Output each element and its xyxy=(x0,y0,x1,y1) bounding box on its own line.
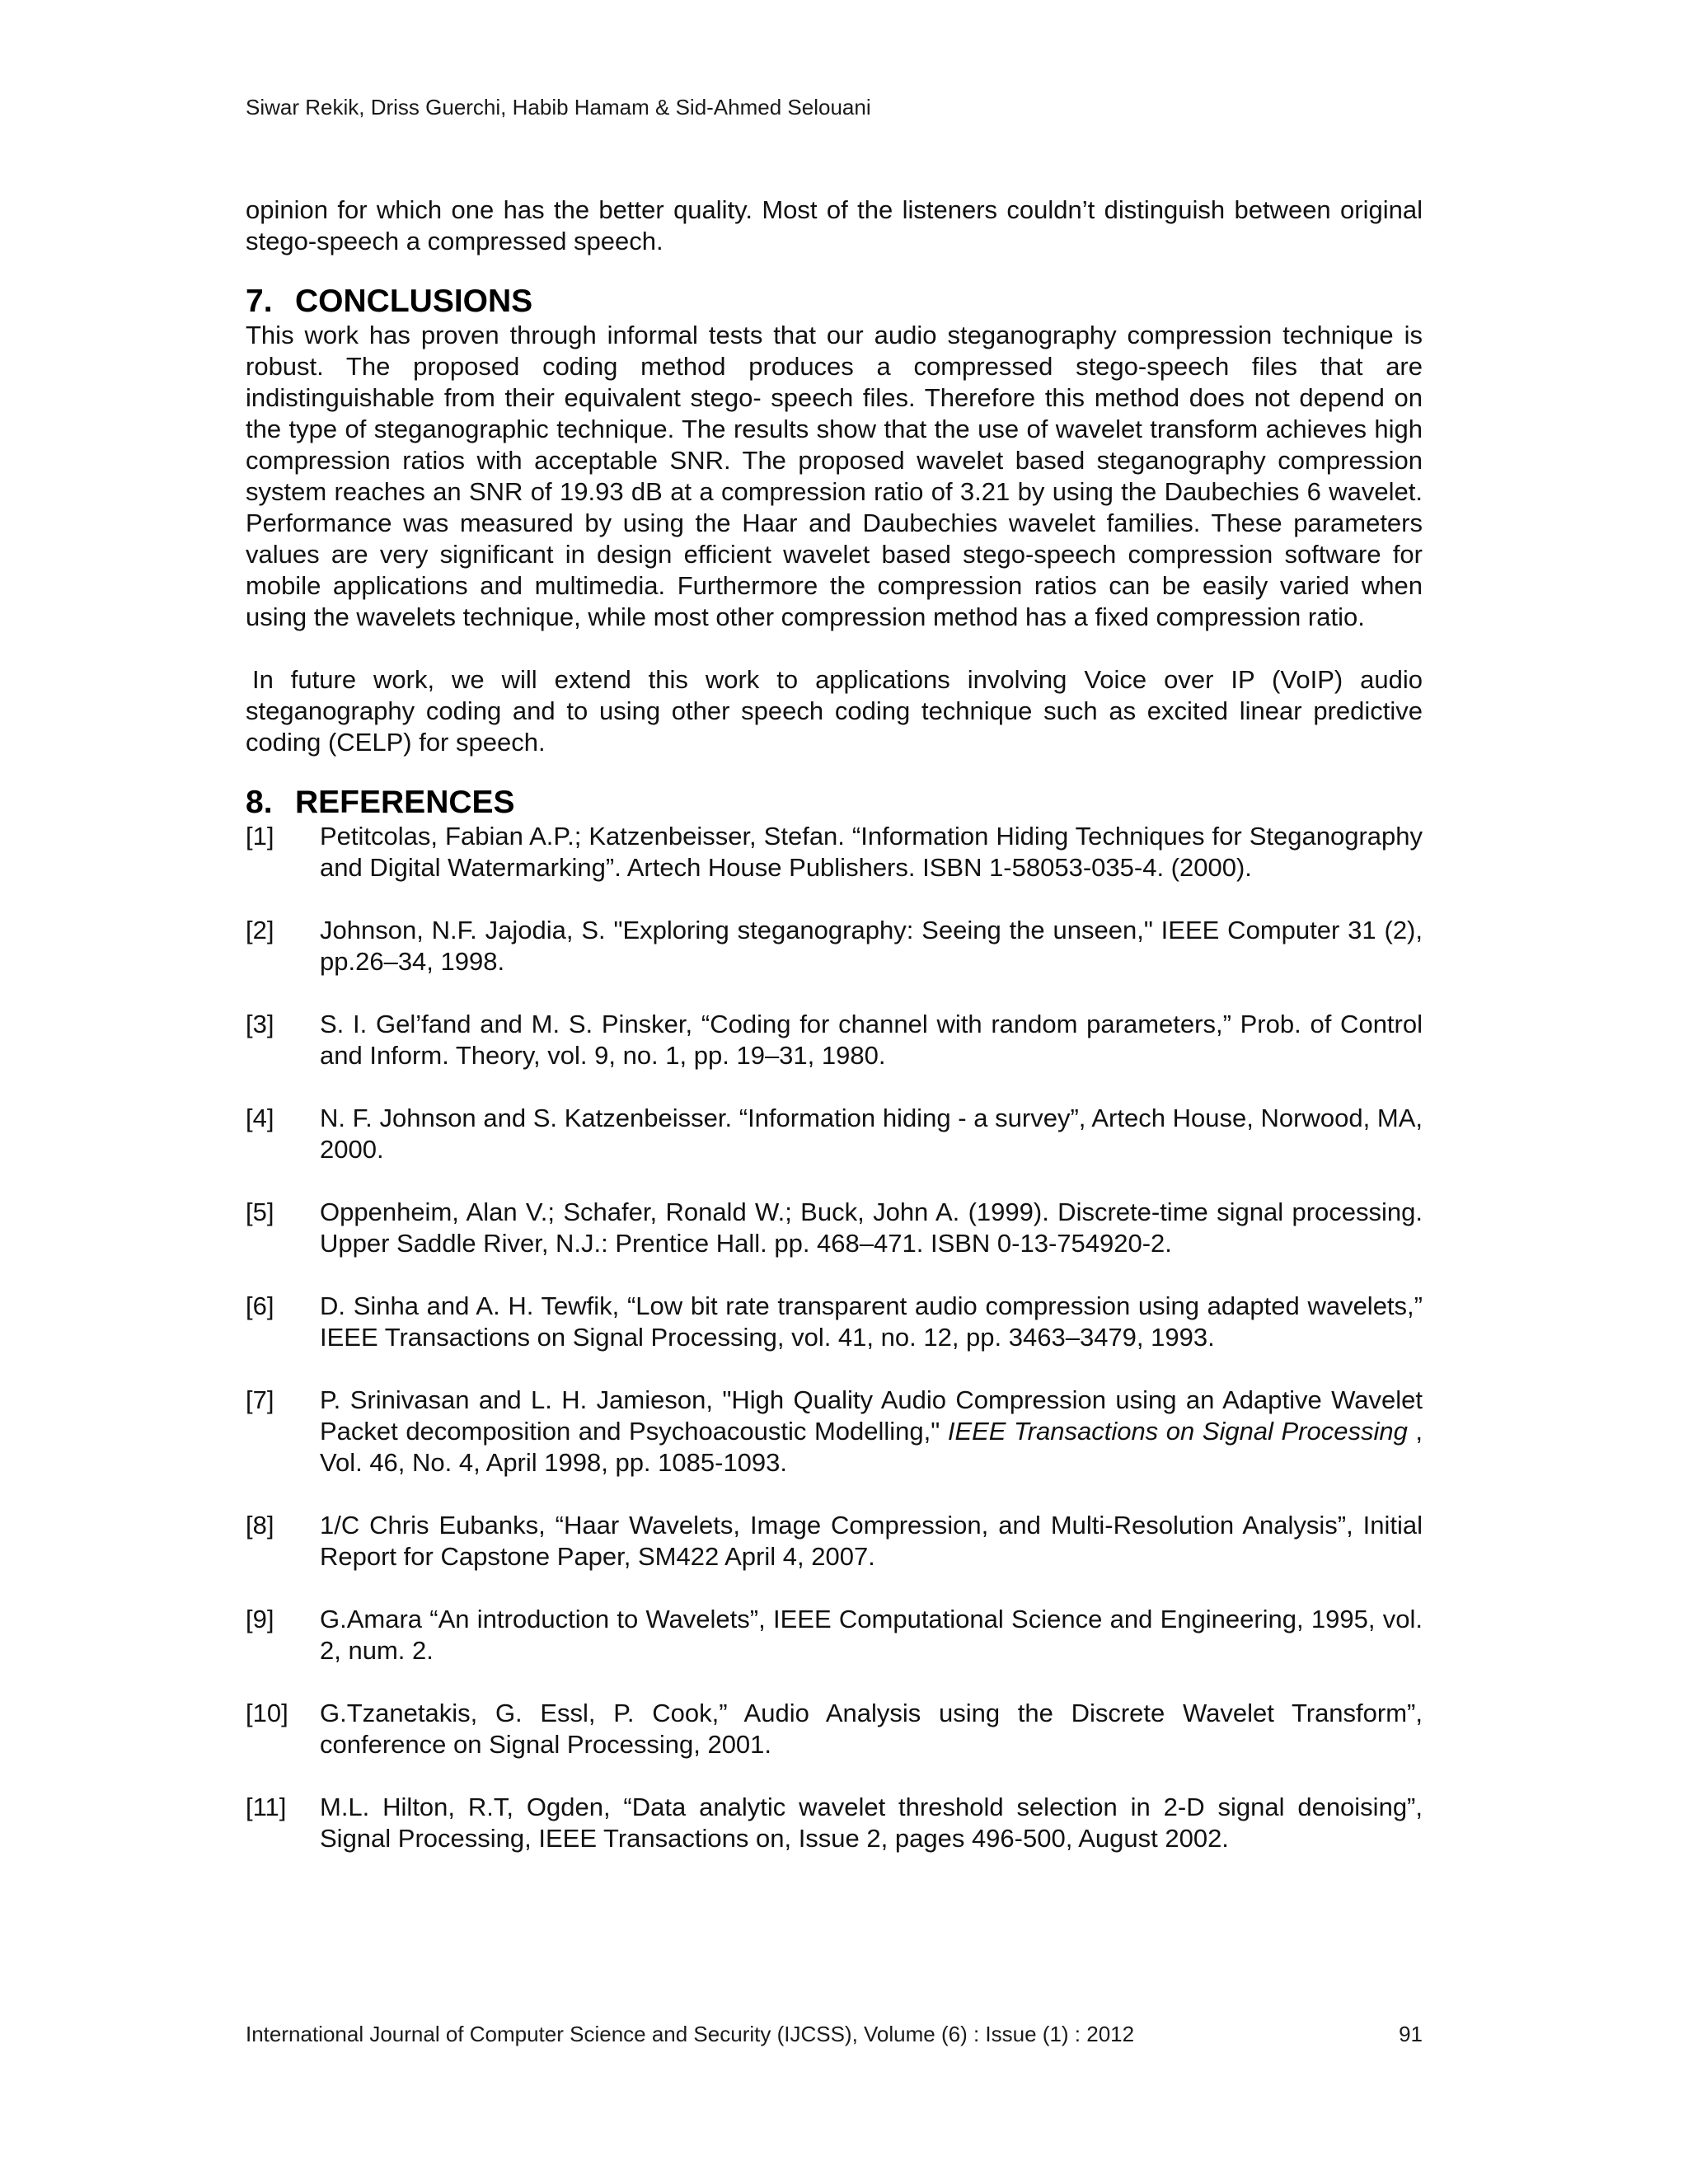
reference-item xyxy=(246,1792,1423,1854)
reference-number: [8] xyxy=(246,1511,274,1540)
reference-text: Oppenheim, Alan V.; Schafer, Ronald W.; Buck, John A. (1999). Discrete-time signal processing. Upper Saddle River, N.J.: Prentice Hall. pp. 468–471. ISBN 0-13-754920-2. xyxy=(320,1197,1423,1258)
reference-number: [6] xyxy=(246,1291,274,1320)
conclusions-paragraph-1: This work has proven through informal tests that our audio steganography compression technique is robust. The proposed coding method produces a compressed stego-speech files that are indistinguishable from their equivalent stego- speech files. Therefore this method does not depend on the type of steganographic technique. The results show that the use of wavelet transform achieves high compression ratios with acceptable SNR. The proposed wavelet based steganography compression system reaches an SNR of 19.93 dB at a compression ratio of 3.21 by using the Daubechies 6 wavelet. Performance was measured by using the Haar and Daubechies wavelet families. These parameters values are very significant in design efficient wavelet based stego-speech compression software for mobile applications and multimedia. Furthermore the compression ratios can be easily varied when using the wavelets technique, while most other compression method has a fixed compression ratio. xyxy=(246,321,1423,631)
reference-text: D. Sinha and A. H. Tewfik, “Low bit rate transparent audio compression using adapted wavelets,” IEEE Transactions on Signal Processing, vol. 41, no. 12, pp. 3463–3479, 1993. xyxy=(320,1291,1423,1352)
reference-text: S. I. Gel’fand and M. S. Pinsker, “Coding for channel with random parameters,” Prob. of Control and Inform. Theory, vol. 9, no. 1, pp. 19–31, 1980. xyxy=(320,1010,1423,1070)
main-content xyxy=(246,194,1423,1854)
reference-number: [2] xyxy=(246,916,274,944)
reference-item xyxy=(246,1197,1423,1259)
reference-number: [11] xyxy=(246,1793,287,1821)
reference-journal-title: IEEE Transactions on Signal Processing xyxy=(947,1417,1408,1446)
reference-item xyxy=(246,1103,1423,1165)
reference-item xyxy=(246,1698,1423,1760)
conclusions-title: CONCLUSIONS xyxy=(295,284,533,319)
reference-item xyxy=(246,1604,1423,1666)
reference-number: [7] xyxy=(246,1385,274,1414)
reference-item xyxy=(246,1510,1423,1572)
reference-text: Petitcolas, Fabian A.P.; Katzenbeisser, Stefan. “Information Hiding Techniques for Steganography and Digital Watermarking”. Artech House Publishers. ISBN 1-58053-035-4. (2000). xyxy=(320,822,1423,882)
running-footer xyxy=(246,2021,1423,2047)
footer-journal-info: International Journal of Computer Science and Security (IJCSS), Volume (6) : Issue (1) : 2012 xyxy=(246,2022,1135,2046)
reference-number: [10] xyxy=(246,1699,288,1727)
references-heading xyxy=(246,785,1423,821)
reference-text: Johnson, N.F. Jajodia, S. "Exploring steganography: Seeing the unseen," IEEE Computer 31 (2), pp.26–34, 1998. xyxy=(320,916,1423,976)
reference-text-part: , Vol. 46, No. 4, April 1998, pp. 1085-1093. xyxy=(320,1417,1423,1477)
running-header-authors: Siwar Rekik, Driss Guerchi, Habib Hamam & Sid-Ahmed Selouani xyxy=(246,95,871,120)
reference-text-part: P. Srinivasan and L. H. Jamieson, "High Quality Audio Compression using an Adaptive Wavelet Packet decomposition and Psychoacoustic Modelling," xyxy=(320,1385,1423,1446)
references-list xyxy=(246,821,1423,1854)
conclusions-heading xyxy=(246,284,1423,320)
reference-item xyxy=(246,1385,1423,1479)
reference-item xyxy=(246,1009,1423,1071)
reference-item xyxy=(246,915,1423,977)
reference-text: M.L. Hilton, R.T, Ogden, “Data analytic wavelet threshold selection in 2-D signal denoising”, Signal Processing, IEEE Transactions on, Issue 2, pages 496-500, August 2002. xyxy=(320,1793,1423,1853)
reference-text: G.Amara “An introduction to Wavelets”, IEEE Computational Science and Engineering, 1995, vol. 2, num. 2. xyxy=(320,1605,1423,1665)
conclusions-number: 7. xyxy=(246,284,273,319)
reference-text: 1/C Chris Eubanks, “Haar Wavelets, Image Compression, and Multi-Resolution Analysis”, Initial Report for Capstone Paper, SM422 April 4, 2007. xyxy=(320,1511,1423,1571)
references-number: 8. xyxy=(246,785,273,820)
reference-text: N. F. Johnson and S. Katzenbeisser. “Information hiding - a survey”, Artech House, Norwood, MA, 2000. xyxy=(320,1104,1423,1164)
reference-number: [5] xyxy=(246,1197,274,1226)
reference-item xyxy=(246,1291,1423,1353)
reference-number: [4] xyxy=(246,1104,274,1132)
reference-item xyxy=(246,821,1423,883)
reference-number: [1] xyxy=(246,822,274,851)
reference-text: G.Tzanetakis, G. Essl, P. Cook,” Audio Analysis using the Discrete Wavelet Transform”, conference on Signal Processing, 2001. xyxy=(320,1699,1423,1759)
intro-paragraph: opinion for which one has the better quality. Most of the listeners couldn’t distinguish between original stego-speech a compressed speech. xyxy=(246,195,1423,255)
page-number: 91 xyxy=(1399,2022,1423,2046)
reference-text xyxy=(320,1385,1423,1479)
references-title: REFERENCES xyxy=(295,785,515,820)
reference-number: [9] xyxy=(246,1605,274,1633)
reference-number: [3] xyxy=(246,1010,274,1038)
conclusions-paragraph-2: In future work, we will extend this work to applications involving Voice over IP (VoIP) audio steganography coding and to using other speech coding technique such as excited linear predictive coding (CELP) for speech. xyxy=(246,665,1423,757)
